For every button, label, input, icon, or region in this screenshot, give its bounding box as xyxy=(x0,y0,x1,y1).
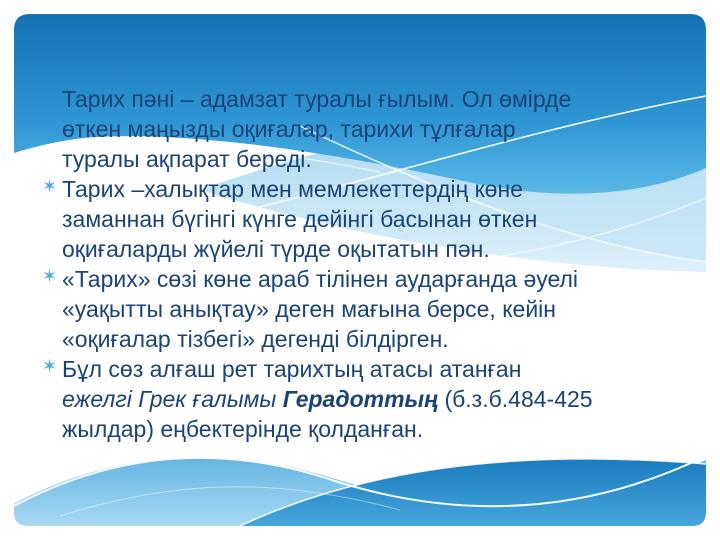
text-line xyxy=(62,264,696,294)
bullet-item xyxy=(44,174,696,264)
text-line xyxy=(62,414,696,444)
text-segment: Тарих пәні – адамзат туралы ғылым. Ол өмірде xyxy=(62,86,572,112)
text-segment: ежелгі Грек ғалымы xyxy=(62,386,283,412)
text-segment: «уақытты анықтау» деген мағына берсе, кейін xyxy=(62,296,556,322)
text-line xyxy=(62,114,696,144)
text-segment: оқиғаларды жүйелі түрде оқытатын пән. xyxy=(62,236,490,262)
text-line xyxy=(62,144,696,174)
text-line xyxy=(62,174,696,204)
text-segment: «Тарих» сөзі көне араб тілінен аударғанда әуелі xyxy=(62,266,579,292)
bullet-item xyxy=(44,264,696,354)
text-segment: туралы ақпарат береді. xyxy=(62,146,312,172)
text-segment: заманнан бүгінгі күнге дейінгі басынан өткен xyxy=(62,206,538,232)
text-segment: «оқиғалар тізбегі» дегенді білдірген. xyxy=(62,326,449,352)
slide-body-text xyxy=(44,84,696,444)
text-line xyxy=(62,354,696,384)
footer-wave-graphic xyxy=(14,456,706,526)
text-line xyxy=(62,204,696,234)
text-segment: жылдар) еңбектерінде қолданған. xyxy=(62,416,424,442)
text-line xyxy=(62,294,696,324)
text-line xyxy=(62,84,696,114)
text-segment: Герадоттың xyxy=(282,386,439,412)
text-line xyxy=(62,234,696,264)
bullet-star-icon: ✶ xyxy=(42,266,58,286)
bullet-item xyxy=(44,84,696,174)
bullet-star-icon: ✶ xyxy=(42,356,58,376)
text-segment: (б.з.б.484-425 xyxy=(438,386,593,412)
bullet-star-icon: ✶ xyxy=(42,176,58,196)
text-line xyxy=(62,384,696,414)
text-line xyxy=(62,324,696,354)
text-segment: өткен маңызды оқиғалар, тарихи тұлғалар xyxy=(62,116,516,142)
bullet-item xyxy=(44,354,696,444)
text-segment: Бұл сөз алғаш рет тарихтың атасы атанған xyxy=(62,356,522,382)
text-segment: Тарих –халықтар мен мемлекеттердің көне xyxy=(62,176,523,202)
